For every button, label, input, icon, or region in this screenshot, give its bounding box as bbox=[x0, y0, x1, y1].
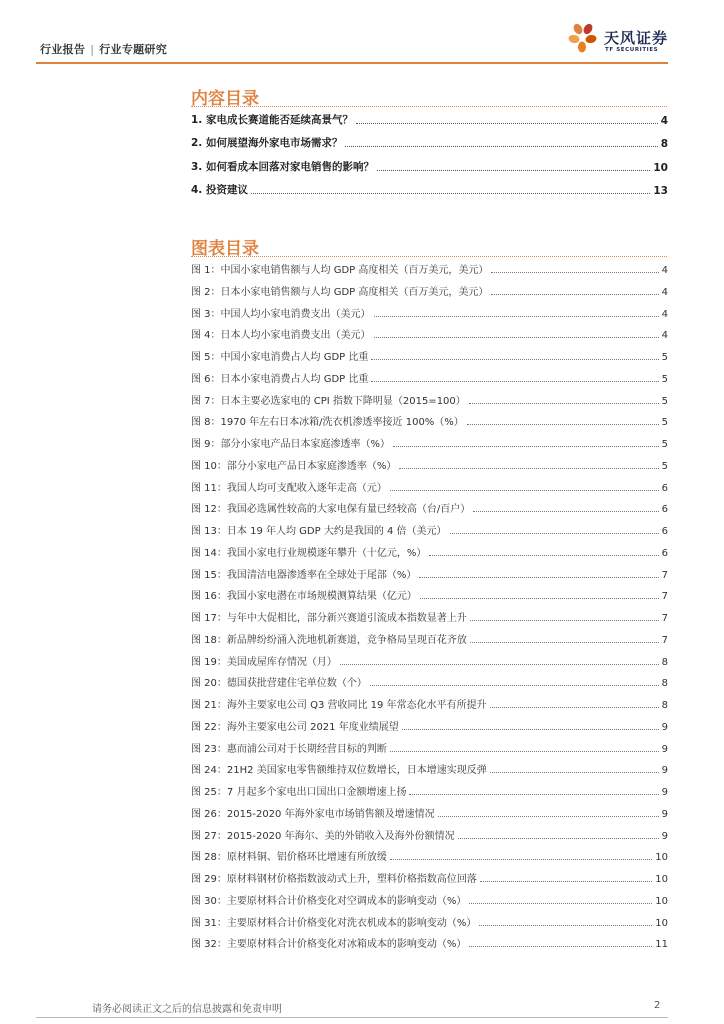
figure-entry[interactable] bbox=[191, 696, 668, 711]
toc-entry-label: 4. 投资建议 bbox=[191, 183, 248, 196]
figure-entry-label: 图 11：我国人均可支配收入逐年走高（元） bbox=[191, 482, 387, 494]
figure-entry[interactable] bbox=[191, 544, 668, 559]
toc-entry[interactable] bbox=[191, 158, 668, 174]
header-divider bbox=[36, 62, 668, 64]
dot-leader bbox=[429, 555, 658, 556]
figure-entry-page: 10 bbox=[655, 852, 668, 864]
figure-entry[interactable] bbox=[191, 870, 668, 885]
figure-entry[interactable] bbox=[191, 827, 668, 842]
report-category bbox=[40, 41, 167, 57]
contents-title-rule bbox=[191, 106, 667, 107]
dot-leader bbox=[390, 751, 659, 752]
dot-leader bbox=[340, 664, 659, 665]
dot-leader bbox=[473, 511, 658, 512]
figure-entry[interactable] bbox=[191, 587, 668, 602]
toc-entry[interactable] bbox=[191, 181, 668, 197]
figure-entry-label: 图 7：日本主要必选家电的 CPI 指数下降明显（2015=100） bbox=[191, 395, 466, 407]
figure-entry-page: 6 bbox=[661, 547, 668, 559]
figure-entry[interactable] bbox=[191, 370, 668, 385]
category-label: 行业报告 bbox=[40, 43, 86, 56]
figure-entry-label: 图 21：海外主要家电公司 Q3 营收同比 19 年常态化水平有所提升 bbox=[191, 700, 487, 711]
figure-entry-label: 图 17：与年中大促相比，部分新兴赛道引流成本指数显著上升 bbox=[191, 613, 467, 624]
dot-leader bbox=[390, 490, 659, 491]
figure-entry[interactable] bbox=[191, 653, 668, 668]
dot-leader bbox=[390, 859, 652, 860]
figure-entry-page: 10 bbox=[655, 895, 668, 907]
dot-leader bbox=[470, 620, 659, 621]
figure-entry[interactable] bbox=[191, 674, 668, 689]
figure-entry-page: 5 bbox=[661, 395, 668, 407]
figure-entry-label: 图 20：德国获批营建住宅单位数（个） bbox=[191, 678, 367, 690]
figure-entry-page: 5 bbox=[661, 373, 668, 385]
figure-entry-label: 图 24：21H2 美国家电零售额维持双位数增长，日本增速实现反弹 bbox=[191, 765, 487, 777]
figure-entry[interactable] bbox=[191, 348, 668, 363]
figure-entry-label: 图 6：日本小家电消费占人均 GDP 比重 bbox=[191, 373, 369, 385]
figure-entry-page: 6 bbox=[661, 526, 668, 537]
figure-entry-label: 图 31：主要原材料合计价格变化对洗衣机成本的影响变动（%） bbox=[191, 917, 477, 929]
toc-entry[interactable] bbox=[191, 111, 668, 127]
figure-entry-page: 5 bbox=[661, 439, 668, 450]
figure-entry[interactable] bbox=[191, 326, 668, 341]
footer-page-number: 2 bbox=[654, 1000, 661, 1011]
footer-divider bbox=[36, 1017, 668, 1018]
toc-entry-label: 3. 如何看成本回落对家电销售的影响？ bbox=[191, 160, 374, 173]
figure-entry-label: 图 3：中国人均小家电消费支出（美元） bbox=[191, 308, 371, 320]
figure-entry-label: 图 14：我国小家电行业规模逐年攀升（十亿元，%） bbox=[191, 547, 427, 559]
figure-entry-page: 5 bbox=[661, 352, 668, 363]
figure-entry[interactable] bbox=[191, 305, 668, 320]
toc-entry-page: 4 bbox=[660, 115, 668, 127]
figure-entry-label: 图 18：新品牌纷纷涌入洗地机新赛道，竞争格局呈现百花齐放 bbox=[191, 634, 467, 646]
figure-entry-page: 10 bbox=[655, 874, 668, 885]
figure-entry-page: 8 bbox=[661, 678, 668, 690]
toc-entry-page: 10 bbox=[653, 161, 668, 174]
figure-entry[interactable] bbox=[191, 522, 668, 537]
figure-entry-page: 6 bbox=[661, 482, 668, 494]
figure-entry-page: 9 bbox=[661, 743, 668, 755]
dot-leader bbox=[419, 577, 658, 578]
figure-entry-page: 4 bbox=[661, 308, 668, 320]
figure-entry[interactable] bbox=[191, 935, 668, 950]
figure-entry[interactable] bbox=[191, 392, 668, 407]
figure-entry-page: 10 bbox=[655, 917, 668, 929]
figure-entry[interactable] bbox=[191, 435, 668, 450]
figures-title-rule bbox=[191, 256, 667, 257]
dot-leader bbox=[469, 903, 652, 904]
figure-entry-label: 图 10：部分小家电产品日本家庭渗透率（%） bbox=[191, 460, 397, 472]
subcategory-label: 行业专题研究 bbox=[99, 43, 168, 56]
dot-leader bbox=[374, 316, 659, 317]
figure-entry[interactable] bbox=[191, 718, 668, 733]
figure-entry-page: 4 bbox=[661, 286, 668, 298]
dot-leader bbox=[371, 381, 658, 382]
figure-entry[interactable] bbox=[191, 783, 668, 798]
figure-entry[interactable] bbox=[191, 892, 668, 907]
figure-entry-label: 图 5：中国小家电消费占人均 GDP 比重 bbox=[191, 352, 369, 363]
company-logo bbox=[566, 20, 676, 60]
contents-title: 内容目录 bbox=[191, 89, 259, 109]
figure-entry[interactable] bbox=[191, 631, 668, 646]
figure-entry-label: 图 25：7 月起多个家电出口国出口金额增速上扬 bbox=[191, 787, 407, 798]
figure-entry-page: 9 bbox=[661, 765, 668, 777]
figure-entry-page: 8 bbox=[661, 700, 668, 711]
figure-entry-label: 图 9：部分小家电产品日本家庭渗透率（%） bbox=[191, 439, 391, 450]
figure-entry-label: 图 8：1970 年左右日本冰箱/洗衣机渗透率接近 100%（%） bbox=[191, 417, 464, 429]
figure-entry[interactable] bbox=[191, 413, 668, 428]
dot-leader bbox=[469, 403, 659, 404]
figure-entry-page: 9 bbox=[661, 787, 668, 798]
figure-entry-label: 图 30：主要原材料合计价格变化对空调成本的影响变动（%） bbox=[191, 895, 467, 907]
dot-leader bbox=[402, 729, 659, 730]
dot-leader bbox=[438, 816, 659, 817]
dot-leader bbox=[467, 424, 659, 425]
toc-entry[interactable] bbox=[191, 134, 668, 150]
figure-entry[interactable] bbox=[191, 479, 668, 494]
dot-leader bbox=[374, 337, 659, 338]
figure-entry-page: 6 bbox=[661, 504, 668, 516]
figure-entry-label: 图 26：2015-2020 年海外家电市场销售额及增速情况 bbox=[191, 808, 435, 820]
figure-entry-label: 图 22：海外主要家电公司 2021 年度业绩展望 bbox=[191, 721, 399, 733]
figure-entry-page: 4 bbox=[661, 265, 668, 276]
dot-leader bbox=[345, 146, 657, 147]
dot-leader bbox=[409, 794, 658, 795]
figure-entry-label: 图 12：我国必选属性较高的大家电保有量已经较高（台/百户） bbox=[191, 504, 471, 516]
figure-entry-page: 9 bbox=[661, 808, 668, 820]
figure-entry[interactable] bbox=[191, 457, 668, 472]
dot-leader bbox=[470, 642, 659, 643]
figure-entry-label: 图 29：原材料钢材价格指数波动式上升，塑料价格指数高位回落 bbox=[191, 874, 477, 885]
figure-entry[interactable] bbox=[191, 761, 668, 776]
figure-entry-page: 9 bbox=[661, 830, 668, 842]
figure-entry-label: 图 16：我国小家电潜在市场规模测算结果（亿元） bbox=[191, 591, 417, 603]
figure-entry[interactable] bbox=[191, 566, 668, 581]
figure-entry[interactable] bbox=[191, 283, 668, 298]
logo-english-name: TF SECURITIES bbox=[605, 47, 659, 53]
dot-leader bbox=[370, 685, 659, 686]
figure-entry-page: 7 bbox=[661, 613, 668, 624]
toc-entry-page: 13 bbox=[653, 184, 668, 197]
dot-leader bbox=[490, 772, 659, 773]
dot-leader bbox=[399, 468, 658, 469]
page-header bbox=[0, 0, 724, 66]
figure-entry-page: 5 bbox=[661, 460, 668, 472]
dot-leader bbox=[479, 925, 652, 926]
header-separator: | bbox=[90, 43, 95, 56]
footer-disclaimer: 请务必阅读正文之后的信息披露和免责申明 bbox=[92, 1004, 282, 1015]
toc-entry-page: 8 bbox=[660, 138, 668, 151]
figure-entry-label: 图 32：主要原材料合计价格变化对冰箱成本的影响变动（%） bbox=[191, 939, 467, 951]
dot-leader bbox=[371, 359, 658, 360]
figure-entry[interactable] bbox=[191, 740, 668, 755]
figure-entry-page: 7 bbox=[661, 569, 668, 581]
figure-entry-label: 图 23：惠而浦公司对于长期经营目标的判断 bbox=[191, 743, 387, 755]
figure-entry-label: 图 28：原材料铜、铝价格环比增速有所放缓 bbox=[191, 852, 387, 864]
toc-entry-label: 2. 如何展望海外家电市场需求？ bbox=[191, 137, 343, 150]
figure-entry-label: 图 4：日本人均小家电消费支出（美元） bbox=[191, 330, 371, 342]
dot-leader bbox=[491, 294, 658, 295]
dot-leader bbox=[356, 123, 658, 124]
figure-entry[interactable] bbox=[191, 609, 668, 624]
dot-leader bbox=[377, 170, 650, 171]
figure-entry-page: 7 bbox=[661, 591, 668, 603]
figure-entry[interactable] bbox=[191, 500, 668, 515]
figure-entry-page: 8 bbox=[661, 656, 668, 668]
figure-entry[interactable] bbox=[191, 805, 668, 820]
dot-leader bbox=[420, 598, 659, 599]
figure-entry-label: 图 13：日本 19 年人均 GDP 大约是我国的 4 倍（美元） bbox=[191, 526, 447, 537]
figure-entry-label: 图 19：美国成屋库存情况（月） bbox=[191, 656, 337, 668]
logo-flower-icon bbox=[566, 20, 602, 56]
dot-leader bbox=[251, 193, 650, 194]
figure-entry-page: 9 bbox=[661, 721, 668, 733]
dot-leader bbox=[480, 881, 652, 882]
dot-leader bbox=[458, 838, 659, 839]
figure-entry[interactable] bbox=[191, 848, 668, 863]
dot-leader bbox=[469, 946, 652, 947]
figure-entry-label: 图 15：我国清洁电器渗透率在全球处于尾部（%） bbox=[191, 569, 417, 581]
toc-entry-label: 1. 家电成长赛道能否延续高景气？ bbox=[191, 114, 353, 126]
figure-entry-label: 图 2：日本小家电销售额与人均 GDP 高度相关（百万美元，美元） bbox=[191, 286, 489, 298]
figure-entry-page: 7 bbox=[661, 634, 668, 646]
dot-leader bbox=[491, 272, 658, 273]
dot-leader bbox=[450, 533, 659, 534]
figure-entry-label: 图 27：2015-2020 年海尔、美的外销收入及海外份额情况 bbox=[191, 830, 455, 842]
dot-leader bbox=[490, 707, 659, 708]
figure-entry-page: 5 bbox=[661, 417, 668, 429]
figure-entry[interactable] bbox=[191, 261, 668, 276]
figure-entry-page: 11 bbox=[655, 939, 668, 951]
figure-entry-label: 图 1：中国小家电销售额与人均 GDP 高度相关（百万美元，美元） bbox=[191, 265, 489, 276]
figure-entry[interactable] bbox=[191, 914, 668, 929]
logo-chinese-name: 天风证券 bbox=[604, 29, 669, 47]
figure-entry-page: 4 bbox=[661, 330, 668, 342]
dot-leader bbox=[393, 446, 659, 447]
figures-title: 图表目录 bbox=[191, 239, 259, 259]
